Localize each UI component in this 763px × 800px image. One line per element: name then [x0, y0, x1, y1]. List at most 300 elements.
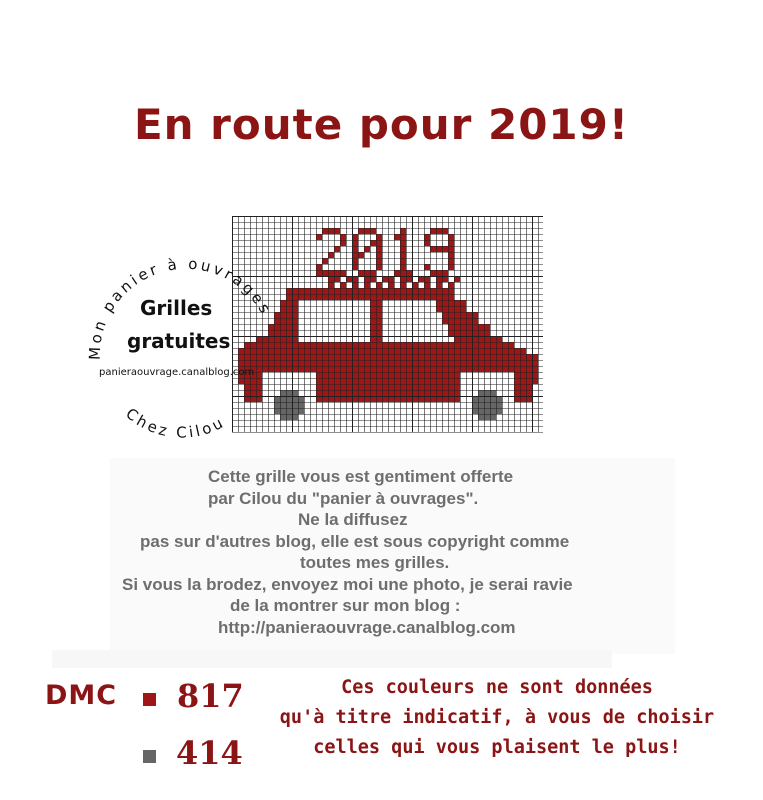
stitch — [442, 354, 448, 360]
logo-url: panieraouvrage.canalblog.com — [99, 367, 255, 378]
stitch — [496, 348, 502, 354]
stitch — [322, 348, 328, 354]
stitch — [370, 378, 376, 384]
stitch — [478, 360, 484, 366]
stitch — [442, 246, 448, 252]
stitch — [448, 354, 454, 360]
stitch — [406, 294, 412, 300]
stitch — [364, 270, 370, 276]
stitch — [514, 378, 520, 384]
stitch — [424, 390, 430, 396]
stitch — [430, 360, 436, 366]
stitch — [370, 288, 376, 294]
stitch — [448, 246, 454, 252]
stitch — [454, 354, 460, 360]
notice-line: pas sur d'autres blog, elle est sous copyright comme — [140, 531, 570, 551]
stitch — [400, 354, 406, 360]
stitch — [376, 366, 382, 372]
stitch — [400, 348, 406, 354]
stitch — [448, 282, 454, 288]
stitch — [328, 348, 334, 354]
stitch — [448, 330, 454, 336]
dmc-label: DMC — [45, 680, 118, 711]
stitch — [514, 366, 520, 372]
stitch — [442, 366, 448, 372]
stitch — [298, 402, 304, 408]
stitch — [430, 366, 436, 372]
stitch — [358, 270, 364, 276]
stitch — [394, 348, 400, 354]
stitch — [382, 342, 388, 348]
notice-line: Ne la diffusez — [298, 510, 408, 529]
stitch — [418, 354, 424, 360]
stitch — [430, 270, 436, 276]
stitch — [514, 372, 520, 378]
stitch — [466, 348, 472, 354]
stitch — [364, 246, 370, 252]
stitch — [376, 300, 382, 306]
stitch — [394, 270, 400, 276]
stitch — [388, 384, 394, 390]
stitch — [364, 390, 370, 396]
stitch — [322, 360, 328, 366]
logo-line1: Grilles — [140, 296, 213, 320]
stitch — [340, 234, 346, 240]
stitch — [316, 348, 322, 354]
stitch — [340, 360, 346, 366]
stitch — [400, 240, 406, 246]
stitch — [370, 306, 376, 312]
stitch — [424, 264, 430, 270]
stitch — [484, 360, 490, 366]
stitch — [460, 366, 466, 372]
stitch — [310, 366, 316, 372]
stitch — [376, 294, 382, 300]
stitch — [400, 264, 406, 270]
stitch — [316, 366, 322, 372]
stitch — [436, 354, 442, 360]
stitch — [298, 288, 304, 294]
stitch — [334, 348, 340, 354]
stitch — [400, 228, 406, 234]
stitch — [394, 366, 400, 372]
stitch — [376, 390, 382, 396]
stitch — [400, 252, 406, 258]
stitch — [370, 342, 376, 348]
stitch — [346, 342, 352, 348]
stitch — [418, 366, 424, 372]
stitch — [316, 354, 322, 360]
stitch — [358, 366, 364, 372]
stitch — [400, 294, 406, 300]
logo-line2: gratuites — [127, 329, 231, 353]
stitch — [388, 378, 394, 384]
stitch — [448, 384, 454, 390]
stitch — [304, 288, 310, 294]
stitch — [376, 258, 382, 264]
stitch — [418, 348, 424, 354]
stitch — [454, 360, 460, 366]
stitch — [370, 360, 376, 366]
stitch — [388, 354, 394, 360]
stitch — [322, 390, 328, 396]
stitch — [334, 294, 340, 300]
swatch-817 — [143, 693, 156, 706]
stitch — [376, 312, 382, 318]
stitch — [328, 360, 334, 366]
stitch — [376, 330, 382, 336]
stitch — [328, 354, 334, 360]
stitch — [370, 366, 376, 372]
stitch — [316, 234, 322, 240]
stitch — [448, 366, 454, 372]
stitch — [514, 384, 520, 390]
stitch — [424, 288, 430, 294]
stitch — [424, 366, 430, 372]
stitch — [442, 312, 448, 318]
stitch — [298, 360, 304, 366]
stitch — [334, 372, 340, 378]
stitch — [322, 258, 328, 264]
stitch — [484, 402, 490, 408]
stitch — [322, 366, 328, 372]
stitch — [394, 354, 400, 360]
stitch — [376, 324, 382, 330]
stitch — [400, 234, 406, 240]
stitch — [514, 390, 520, 396]
stitch — [520, 384, 526, 390]
stitch — [520, 360, 526, 366]
stitch — [298, 348, 304, 354]
stitch — [442, 306, 448, 312]
stitch — [454, 318, 460, 324]
stitch — [478, 330, 484, 336]
stitch — [358, 360, 364, 366]
stitch — [358, 372, 364, 378]
stitch — [490, 342, 496, 348]
stitch — [424, 282, 430, 288]
stitch — [298, 342, 304, 348]
stitch — [484, 414, 490, 420]
stitch — [496, 360, 502, 366]
stitch — [346, 378, 352, 384]
stitch — [328, 378, 334, 384]
stitch — [310, 342, 316, 348]
stitch — [328, 390, 334, 396]
stitch — [364, 384, 370, 390]
stitch — [436, 270, 442, 276]
stitch — [376, 306, 382, 312]
stitch — [448, 348, 454, 354]
stitch — [424, 360, 430, 366]
stitch — [442, 270, 448, 276]
stitch — [418, 294, 424, 300]
stitch — [346, 384, 352, 390]
stitch — [406, 384, 412, 390]
stitch — [502, 354, 508, 360]
stitch — [346, 294, 352, 300]
stitch — [376, 282, 382, 288]
stitch — [388, 360, 394, 366]
stitch — [400, 288, 406, 294]
stitch — [364, 372, 370, 378]
stitch — [334, 384, 340, 390]
stitch — [454, 306, 460, 312]
stitch — [406, 342, 412, 348]
stitch — [514, 348, 520, 354]
stitch — [520, 378, 526, 384]
stitch — [478, 342, 484, 348]
stitch — [322, 342, 328, 348]
stitch — [334, 228, 340, 234]
stitch — [436, 294, 442, 300]
stitch — [448, 240, 454, 246]
stitch — [310, 348, 316, 354]
stitch — [340, 270, 346, 276]
stitch — [484, 408, 490, 414]
stitch — [400, 372, 406, 378]
stitch — [418, 372, 424, 378]
stitch — [448, 378, 454, 384]
stitch — [424, 342, 430, 348]
stitch — [394, 378, 400, 384]
stitch — [370, 390, 376, 396]
logo-bottom-text: Chez Cilou — [122, 404, 229, 442]
stitch — [382, 360, 388, 366]
stitch — [406, 390, 412, 396]
stitch — [370, 348, 376, 354]
stitch — [460, 342, 466, 348]
stitch — [376, 246, 382, 252]
stitch — [460, 324, 466, 330]
stitch — [322, 378, 328, 384]
stitch — [436, 342, 442, 348]
notice-line: http://panieraouvrage.canalblog.com — [218, 617, 516, 637]
stitch — [478, 324, 484, 330]
stitch — [466, 324, 472, 330]
stitch — [526, 378, 532, 384]
stitch — [328, 294, 334, 300]
stitch — [442, 342, 448, 348]
stitch — [478, 354, 484, 360]
notice-line: de la montrer sur mon blog : — [230, 596, 461, 615]
stitch — [364, 354, 370, 360]
stitch — [442, 360, 448, 366]
stitch — [454, 366, 460, 372]
stitch — [364, 342, 370, 348]
stitch — [454, 378, 460, 384]
stitch — [460, 300, 466, 306]
stitch — [430, 354, 436, 360]
stitch — [394, 384, 400, 390]
stitch — [490, 366, 496, 372]
stitch — [430, 342, 436, 348]
stitch — [478, 390, 484, 396]
stitch — [508, 354, 514, 360]
stitch — [460, 312, 466, 318]
stitch — [376, 372, 382, 378]
stitch — [310, 288, 316, 294]
stitch — [340, 282, 346, 288]
stitch — [448, 390, 454, 396]
stitch — [430, 390, 436, 396]
stitch — [382, 288, 388, 294]
stitch — [304, 360, 310, 366]
stitch — [388, 366, 394, 372]
stitch — [376, 360, 382, 366]
stitch — [358, 294, 364, 300]
stitch — [316, 288, 322, 294]
stitch — [448, 342, 454, 348]
stitch — [448, 234, 454, 240]
stitch — [364, 294, 370, 300]
code-817: 817 — [177, 677, 244, 715]
stitch — [334, 288, 340, 294]
stitch — [316, 372, 322, 378]
stitch — [370, 240, 376, 246]
stitch — [370, 318, 376, 324]
stitch — [502, 342, 508, 348]
stitch — [394, 360, 400, 366]
stitch — [406, 378, 412, 384]
stitch — [376, 264, 382, 270]
stitch — [514, 360, 520, 366]
stitch — [484, 330, 490, 336]
stitch — [466, 312, 472, 318]
stitch — [340, 240, 346, 246]
stitch — [382, 384, 388, 390]
stitch — [418, 390, 424, 396]
stitch — [490, 390, 496, 396]
stitch — [424, 240, 430, 246]
stitch — [436, 282, 442, 288]
stitch — [508, 366, 514, 372]
svg-text:Chez Cilou — [122, 404, 228, 441]
stitch — [436, 246, 442, 252]
stitch — [376, 234, 382, 240]
stitch — [382, 372, 388, 378]
stitch — [358, 252, 364, 258]
stitch — [442, 228, 448, 234]
stitch — [436, 360, 442, 366]
stitch — [322, 288, 328, 294]
stitch — [376, 354, 382, 360]
stitch — [490, 354, 496, 360]
stitch — [340, 294, 346, 300]
stitch — [424, 354, 430, 360]
copyright-notice — [100, 466, 690, 638]
stitch — [436, 348, 442, 354]
stitch — [436, 390, 442, 396]
stitch — [430, 228, 436, 234]
stitch — [526, 354, 532, 360]
stitch — [358, 342, 364, 348]
stitch — [328, 228, 334, 234]
stitch — [376, 384, 382, 390]
stitch — [340, 372, 346, 378]
stitch — [400, 258, 406, 264]
stitch — [484, 354, 490, 360]
stitch — [370, 228, 376, 234]
stitch — [322, 354, 328, 360]
stitch — [328, 384, 334, 390]
stitch — [358, 288, 364, 294]
stitch — [454, 384, 460, 390]
stitch — [388, 372, 394, 378]
stitch — [400, 282, 406, 288]
stitch — [310, 360, 316, 366]
stitch — [442, 294, 448, 300]
stitch — [400, 342, 406, 348]
stitch — [442, 300, 448, 306]
stitch — [436, 288, 442, 294]
stitch — [340, 354, 346, 360]
stitch — [520, 348, 526, 354]
colors-note-line: celles qui vous plaisent le plus! — [313, 737, 681, 758]
stitch — [466, 366, 472, 372]
stitch — [526, 390, 532, 396]
stitch — [364, 360, 370, 366]
stitch — [442, 378, 448, 384]
stitch — [358, 384, 364, 390]
stitch — [454, 312, 460, 318]
stitch — [394, 372, 400, 378]
stitch — [478, 414, 484, 420]
stitch — [454, 300, 460, 306]
stitch — [406, 288, 412, 294]
stitch — [340, 378, 346, 384]
stitch — [388, 288, 394, 294]
stitch — [370, 300, 376, 306]
stitch — [484, 342, 490, 348]
stitch — [328, 342, 334, 348]
stitch — [340, 348, 346, 354]
stitch — [442, 384, 448, 390]
stitch — [442, 318, 448, 324]
stitch — [424, 294, 430, 300]
stitch — [406, 348, 412, 354]
stitch — [448, 312, 454, 318]
stitch — [526, 384, 532, 390]
stitch — [364, 366, 370, 372]
stitch — [310, 294, 316, 300]
stitch — [406, 372, 412, 378]
stitch — [370, 354, 376, 360]
stitch — [400, 360, 406, 366]
stitch — [436, 378, 442, 384]
stitch — [436, 300, 442, 306]
stitch — [316, 378, 322, 384]
stitch — [526, 372, 532, 378]
stitch — [436, 366, 442, 372]
stitch — [448, 324, 454, 330]
stitch — [478, 402, 484, 408]
stitch — [322, 228, 328, 234]
stitch — [322, 372, 328, 378]
stitch — [436, 372, 442, 378]
stitch — [304, 354, 310, 360]
stitch — [376, 318, 382, 324]
stitch — [376, 252, 382, 258]
stitch — [466, 360, 472, 366]
stitch — [406, 366, 412, 372]
stitch — [490, 402, 496, 408]
stitch — [370, 384, 376, 390]
stitch — [316, 270, 322, 276]
stitch — [496, 408, 502, 414]
stitch — [490, 414, 496, 420]
stitch — [436, 228, 442, 234]
